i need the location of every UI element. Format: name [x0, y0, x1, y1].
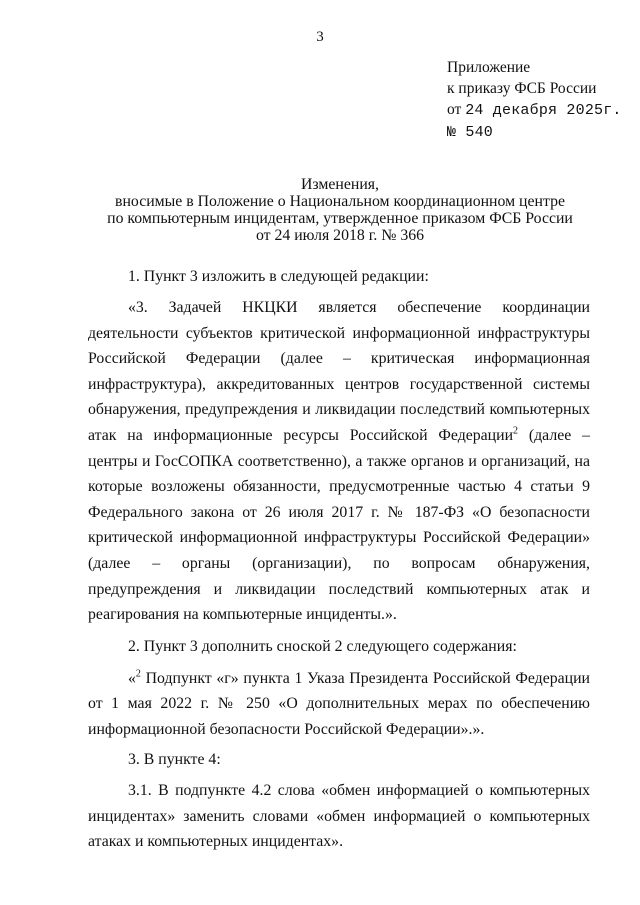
appendix-number [447, 121, 622, 143]
paragraph-3: 3. В пункте 4: [128, 751, 221, 769]
paragraph-3-1: 3.1. В подпункте 4.2 слова «обмен информацией о компьютерных инцидентах» заменить словами «обмен информацией о компьютерных атаках и компьютерных инцидентах». [88, 782, 590, 851]
footnote-text [88, 666, 590, 743]
footnote-body: Подпункт «г» пункта 1 Указа Президента Российской Федерации от 1 мая 2022 г. № 250 «О дополнительных мерах по обеспечению информационной безопасности Российской Федерации».». [88, 669, 590, 738]
document-title [60, 176, 620, 244]
paragraph-2: 2. Пункт 3 дополнить сноской 2 следующего содержания: [128, 637, 517, 655]
appendix-date-prefix: от [447, 101, 466, 118]
appendix-date-value: 24 декабря 2025г. [465, 102, 622, 119]
title-line-2: вносимые в Положение о Национальном координационном центре [115, 193, 565, 210]
title-line-1: Изменения, [300, 176, 380, 193]
footnote-open-quote: « [128, 669, 136, 687]
appendix-order-ref: к приказу ФСБ России [447, 80, 597, 97]
paragraph-1: 1. Пункт 3 изложить в следующей редакции: [128, 268, 429, 285]
document-body [88, 264, 590, 855]
footnote-ref: 2 [513, 425, 519, 437]
title-line-4: от 24 июля 2018 г. № 366 [255, 227, 425, 244]
appendix-number-value: 540 [465, 124, 494, 141]
paragraph-1-quote [88, 295, 590, 628]
page-number: 3 [316, 29, 324, 45]
appendix-date [447, 99, 622, 121]
quote-text-a: «3. Задачей НКЦКИ является обеспечение координации деятельности субъектов критической информационной инфраструктуры Российской Федерации (далее – критическая информационная инфраструктура), аккредитованных центров государственной системы обнаружения, предупреждения и ликвидации последствий компьютерных атак на информационные ресурсы Российской Федерации [88, 299, 590, 444]
title-line-3: по компьютерным инцидентам, утвержденное приказом ФСБ России [107, 210, 573, 227]
appendix-number-prefix: № [447, 124, 466, 141]
appendix-label: Приложение [447, 59, 531, 76]
footnote-mark: 2 [135, 668, 141, 680]
quote-text-b: (далее – центры и ГосСОПКА соответственно), а также органов и организаций, на которые возложены обязанности, предусмотренные частью 4 статьи 9 Федерального закона от 26 июля 2017 г. № 187-ФЗ «О безопасности критической информационной инфраструктуры Российской Федерации» (далее – органы (организации), по вопросам обнаружения, предупреждения и ликвидации последствий компьютерных атак и реагирования на компьютерные инциденты.». [88, 426, 590, 624]
appendix-header [447, 57, 622, 143]
